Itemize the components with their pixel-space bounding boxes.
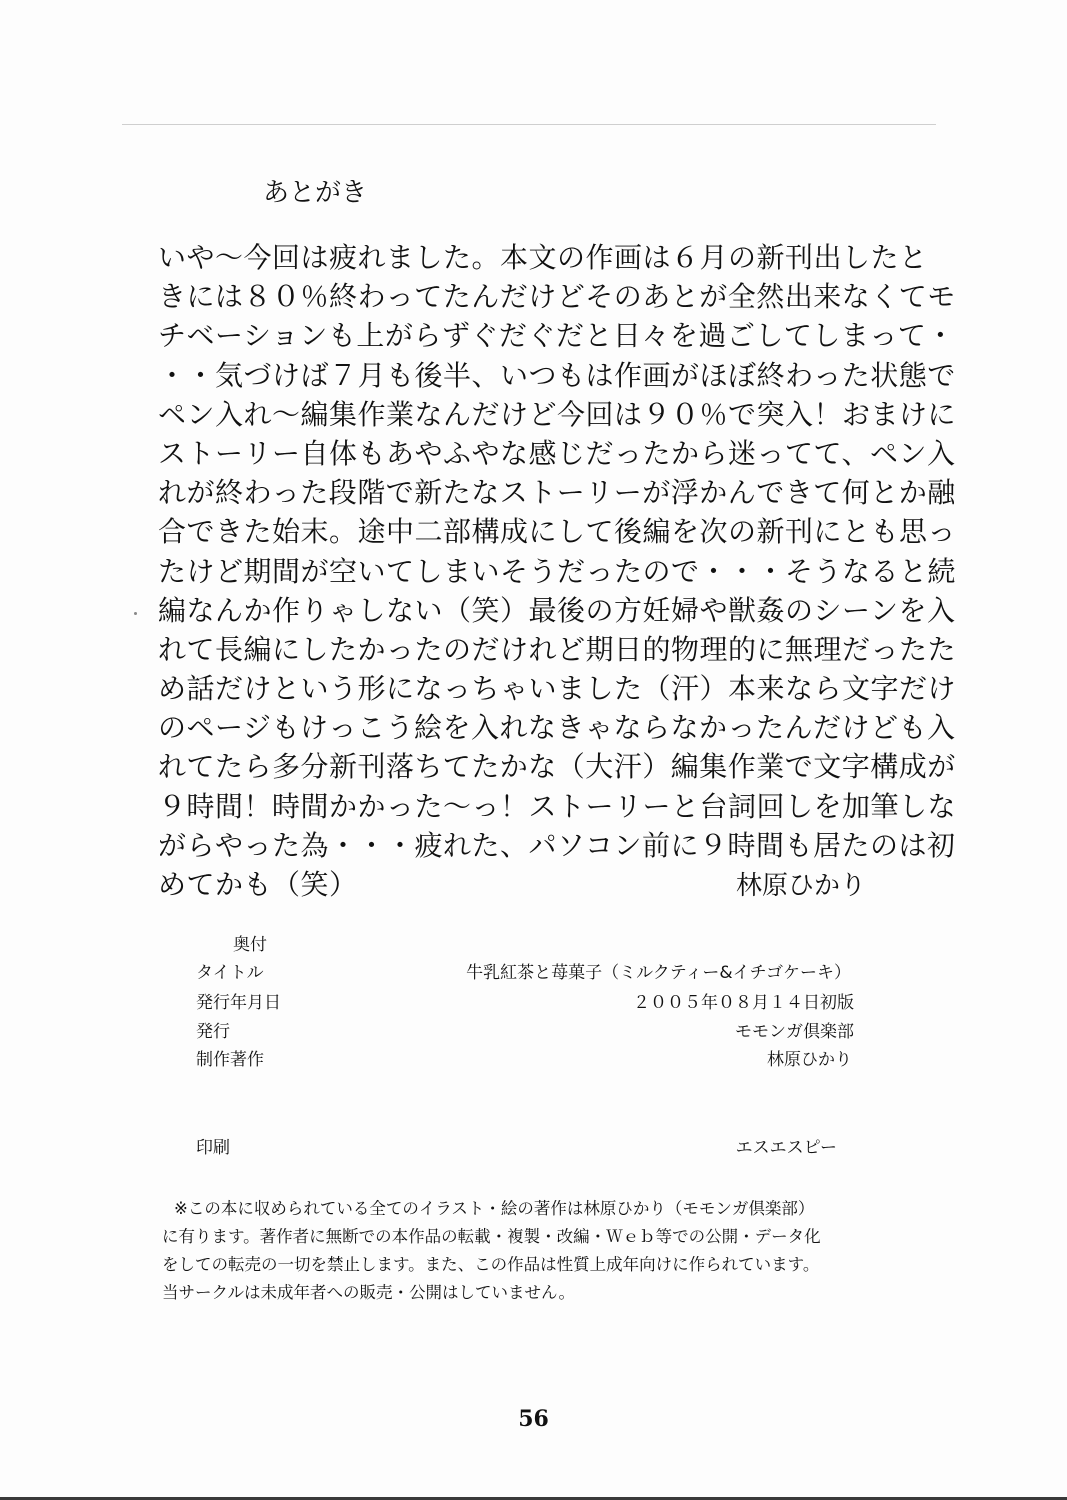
body-line: 編なんか作りゃしない（笑）最後の方妊婦や獣姦のシーンを入 (158, 593, 956, 627)
body-line: チベーションも上がらずぐだぐだと日々を過ごしてしまって・ (158, 319, 955, 353)
top-rule (122, 124, 936, 125)
author-signature: 林原ひかり (736, 871, 867, 901)
colophon-label-title: タイトル (196, 963, 264, 983)
colophon-label-author: 制作著作 (196, 1050, 264, 1070)
colophon-value-title: 牛乳紅茶と苺菓子（ミルクティー&イチゴケーキ） (466, 963, 851, 983)
colophon-label-printer: 印刷 (196, 1138, 230, 1158)
scan-speck (134, 612, 137, 615)
body-line: め話だけという形になっちゃいました（汗）本来なら文字だけ (158, 672, 957, 706)
body-line: めてかも（笑） (158, 868, 358, 901)
colophon-value-printer: エスエスピー (735, 1138, 837, 1158)
colophon-value-publisher: モモンガ倶楽部 (735, 1022, 854, 1042)
colophon-label-publisher: 発行 (196, 1022, 230, 1042)
notice-line: ※この本に収められている全てのイラスト・絵の著作は林原ひかり（モモンガ倶楽部） (174, 1199, 815, 1218)
body-line: ストーリー自体もあやふやな感じだったから迷ってて、ペン入 (158, 436, 956, 470)
body-line: いや～今回は疲れました。本文の作画は６月の新刊出したと (158, 241, 928, 274)
body-line: がらやった為・・・疲れた、パソコン前に９時間も居たのは初 (158, 828, 956, 862)
body-line: れてたら多分新刊落ちてたかな（大汗）編集作業で文字構成が (158, 750, 956, 784)
body-line: れが終わった段階で新たなストーリーが浮かんできて何とか融 (158, 476, 956, 510)
page-number: 56 (518, 1406, 549, 1432)
colophon-label-date: 発行年月日 (196, 993, 281, 1013)
afterword-body (158, 238, 957, 904)
body-line: 合できた始末。途中二部構成にして後編を次の新刊にとも思っ (158, 515, 957, 549)
body-line: ９時間！時間かかった～っ！ストーリーと台詞回しを加筆しな (158, 789, 957, 823)
notice-line: をしての転売の一切を禁止します。また、この作品は性質上成年向けに作られています。 (162, 1255, 820, 1274)
colophon-heading: 奥付 (233, 935, 267, 955)
colophon-value-author: 林原ひかり (767, 1050, 852, 1070)
body-line: たけど期間が空いてしまいそうだったので・・・そうなると続 (158, 554, 957, 588)
body-line: ・・気づけば７月も後半、いつもは作画がほぼ終わった状態で (158, 358, 956, 392)
colophon-value-date: ２００５年０８月１４日初版 (633, 993, 854, 1013)
notice-line: に有ります。著作者に無断での本作品の転載・複製・改編・Ｗｅｂ等での公開・データ化 (162, 1227, 821, 1246)
body-line: きには８０％終わってたんだけどそのあとが全然出来なくてモ (158, 280, 956, 314)
body-line: れて長編にしたかったのだけれど期日的物理的に無理だったた (158, 632, 957, 666)
body-line: のページもけっこう絵を入れなきゃならなかったんだけども入 (158, 711, 956, 745)
body-line: ペン入れ～編集作業なんだけど今回は９０％で突入！おまけに (158, 397, 957, 431)
notice-line: 当サークルは未成年者への販売・公開はしていません。 (162, 1283, 575, 1302)
copyright-notice (162, 1195, 922, 1307)
afterword-title: あとがき (263, 178, 368, 208)
